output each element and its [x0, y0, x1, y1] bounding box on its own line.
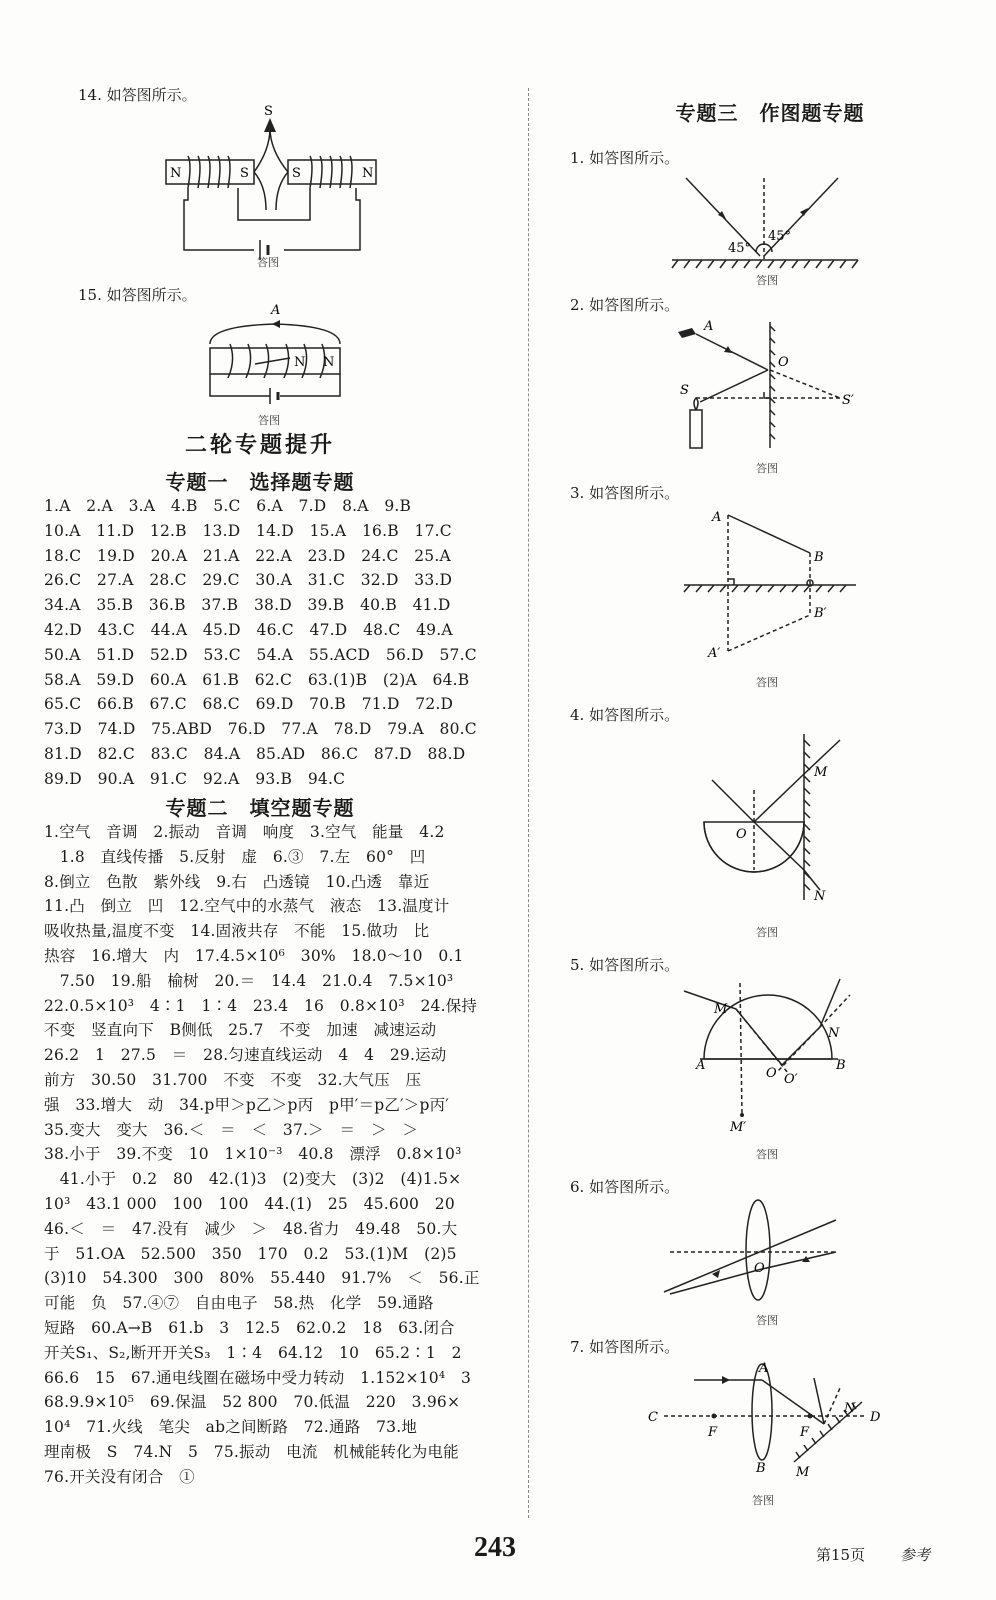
topic2-line: 7.50 19.船 榆树 20.＝ 14.4 21.0.4 7.5×10³: [44, 971, 454, 990]
topic2-line: 41.小于 0.2 80 42.(1)3 (2)变大 (3)2 (4)1.5×: [44, 1170, 462, 1189]
r-item-5: 5. 如答图所示。: [570, 956, 680, 974]
fig4-caption: 答图: [756, 926, 778, 939]
topic2-line: 66.6 15 67.通电线圈在磁场中受力转动 1.152×10⁴ 3: [44, 1368, 472, 1387]
topic2-line: 8.倒立 色散 紫外线 9.右 凸透镜 10.凸透 靠近: [44, 872, 430, 891]
fig3-caption: 答图: [756, 676, 778, 689]
topic2-line: 热容 16.增大 内 17.4.5×10⁶ 30% 18.0～10 0.1: [44, 946, 464, 965]
fig5-caption: 答图: [756, 1148, 778, 1161]
fig5-N: N: [828, 1026, 840, 1041]
fig14-caption: 答图: [257, 256, 279, 269]
topic2-line: 26.2 1 27.5 ＝ 28.匀速直线运动 4 4 29.运动: [44, 1046, 447, 1065]
fig14-electromagnets: [160, 100, 390, 270]
fig7-M: M: [796, 1465, 810, 1480]
fig15-N-inner: N: [294, 355, 306, 370]
topic2-line: 76.开关没有闭合 ①: [44, 1467, 195, 1486]
r-item-2: 2. 如答图所示。: [570, 296, 680, 314]
fig15-A: A: [271, 303, 281, 318]
fig6-O: O: [754, 1261, 765, 1276]
fig5-M: M: [714, 1002, 728, 1017]
topic2-line: 10⁴ 71.火线 笔尖 ab之间断路 72.通路 73.地: [44, 1418, 418, 1437]
topic2-line: 吸收热量,温度不变 14.固液共存 不能 15.做功 比: [44, 922, 430, 941]
page-tag: 第15页: [816, 1546, 866, 1564]
topic1-line: 1.A 2.A 3.A 4.B 5.C 6.A 7.D 8.A 9.B: [44, 497, 412, 515]
topic2-line: 10³ 43.1 000 100 100 44.(1) 25 45.600 20: [44, 1194, 455, 1213]
topic1-answers: [44, 494, 477, 792]
fig7-B: B: [756, 1461, 766, 1476]
topic3-title: 专题三 作图题专题: [675, 101, 865, 125]
q14-label: 14. 如答图所示。: [78, 86, 197, 104]
fig1-caption: 答图: [756, 274, 778, 287]
topic2-line: 1.空气 音调 2.振动 音调 响度 3.空气 能量 4.2: [44, 823, 445, 841]
corner-text: 参考: [900, 1546, 931, 1564]
topic1-title: 专题一 选择题专题: [165, 470, 355, 494]
topic1-line: 81.D 82.C 83.C 84.A 85.AD 86.C 87.D 88.D: [44, 744, 466, 763]
fig7-A: A: [759, 1361, 769, 1376]
fig3-mirror-image: [680, 505, 860, 665]
topic2-line: 可能 负 57.④⑦ 自由电子 58.热 化学 59.通路: [44, 1294, 434, 1313]
fig14-N-right: N: [362, 166, 374, 181]
topic2-line: 1.8 直线传播 5.反射 虚 6.③ 7.左 60° 凹: [44, 847, 426, 866]
fig2-caption: 答图: [756, 462, 778, 475]
q15-label: 15. 如答图所示。: [78, 286, 197, 304]
topic1-line: 65.C 66.B 67.C 68.C 69.D 70.B 71.D 72.D: [44, 695, 454, 714]
topic2-line: 前方 30.50 31.700 不变 不变 32.大气压 压: [44, 1070, 422, 1089]
column-divider: [528, 88, 529, 1518]
r-item-4: 4. 如答图所示。: [570, 706, 680, 724]
topic2-line: 开关S₁、S₂,断开开关S₃ 1∶4 64.12 10 65.2∶1 2: [44, 1343, 462, 1362]
main-title: 二轮专题提升: [184, 433, 335, 458]
fig1-angle-left: 45°: [728, 241, 752, 256]
fig4-semicircle-glass: [700, 730, 840, 910]
fig7-caption: 答图: [752, 1494, 774, 1507]
fig15-solenoid: [200, 300, 360, 410]
fig5-B: B: [836, 1058, 846, 1073]
topic1-line: 58.A 59.D 60.A 61.B 62.C 63.(1)B (2)A 64.B: [44, 670, 470, 689]
fig2-A: A: [704, 319, 714, 334]
fig4-O: O: [736, 827, 747, 842]
fig3-A-prime: A′: [708, 646, 721, 661]
fig14-N-left: N: [170, 166, 182, 181]
topic2-line: 46.＜ ＝ 47.没有 减少 ＞ 48.省力 49.48 50.大: [44, 1219, 458, 1238]
fig7-C: C: [648, 1410, 658, 1425]
topic2-title: 专题二 填空题专题: [165, 796, 355, 820]
fig5-M-prime: M′: [730, 1120, 747, 1135]
fig7-F-right: F: [800, 1425, 810, 1440]
topic1-line: 42.D 43.C 44.A 45.D 46.C 47.D 48.C 49.A: [44, 620, 453, 639]
topic2-line: 35.变大 变大 36.＜ ＝ ＜ 37.＞ ＝ ＞ ＞: [44, 1120, 419, 1139]
fig7-D: D: [870, 1410, 881, 1425]
fig5-O-prime: O′: [784, 1072, 798, 1087]
fig1-angle-right: 45°: [768, 229, 792, 244]
fig14-S-top: S: [264, 104, 273, 119]
fig14-S-left: S: [240, 166, 249, 181]
fig2-S: S: [680, 383, 689, 398]
fig7-F-left: F: [708, 1425, 718, 1440]
fig7-N: N: [844, 1401, 856, 1416]
r-item-1: 1. 如答图所示。: [570, 149, 680, 167]
fig4-M: M: [814, 765, 828, 780]
topic1-line: 73.D 74.D 75.ABD 76.D 77.A 78.D 79.A 80.C: [44, 720, 477, 739]
fig7-lens-mirror: [644, 1358, 884, 1488]
fig5-A: A: [696, 1058, 706, 1073]
fig6-caption: 答图: [756, 1314, 778, 1327]
topic2-answers: [44, 820, 480, 1490]
topic2-line: 68.9.9×10⁵ 69.保温 52 800 70.低温 220 3.96×: [44, 1393, 461, 1412]
topic2-line: 理南极 S 74.N 5 75.振动 电流 机械能转化为电能: [44, 1442, 459, 1461]
fig15-caption: 答图: [258, 414, 280, 427]
topic2-line: 短路 60.A→B 61.b 3 12.5 62.0.2 18 63.闭合: [44, 1318, 455, 1337]
topic2-line: (3)10 54.300 300 80% 55.440 91.7% ＜ 56.正: [44, 1269, 480, 1288]
r-item-3: 3. 如答图所示。: [570, 484, 680, 502]
topic1-line: 26.C 27.A 28.C 29.C 30.A 31.C 32.D 33.D: [44, 571, 453, 590]
topic1-line: 18.C 19.D 20.A 21.A 22.A 23.D 24.C 25.A: [44, 546, 451, 565]
topic2-line: 11.凸 倒立 凹 12.空气中的水蒸气 液态 13.温度计: [44, 897, 450, 916]
fig14-S-right: S: [292, 166, 301, 181]
fig4-N: N: [814, 889, 826, 904]
fig15-N-outer: N: [323, 355, 335, 370]
topic2-line: 于 51.OA 52.500 350 170 0.2 53.(1)M (2)5: [44, 1244, 457, 1263]
fig6-convex-lens: [660, 1198, 840, 1308]
topic1-line: 89.D 90.A 91.C 92.A 93.B 94.C: [44, 769, 346, 788]
fig5-refraction: [680, 975, 870, 1135]
fig2-plane-mirror: [670, 318, 870, 458]
fig2-O: O: [778, 355, 789, 370]
r-item-7: 7. 如答图所示。: [570, 1338, 680, 1356]
topic2-line: 22.0.5×10³ 4∶1 1∶4 23.4 16 0.8×10³ 24.保持: [44, 996, 478, 1015]
fig5-O: O: [766, 1066, 777, 1081]
page-number: 243: [474, 1532, 516, 1563]
r-item-6: 6. 如答图所示。: [570, 1178, 680, 1196]
topic1-line: 34.A 35.B 36.B 37.B 38.D 39.B 40.B 41.D: [44, 596, 451, 615]
topic2-line: 不变 竖直向下 B侧低 25.7 不变 加速 减速运动: [44, 1021, 437, 1040]
fig2-S-prime: S′: [842, 393, 854, 408]
topic1-line: 10.A 11.D 12.B 13.D 14.D 15.A 16.B 17.C: [44, 521, 452, 540]
topic2-line: 38.小于 39.不变 10 1×10⁻³ 40.8 漂浮 0.8×10³: [44, 1145, 462, 1164]
fig3-B: B: [814, 550, 824, 565]
topic1-line: 50.A 51.D 52.D 53.C 54.A 55.ACD 56.D 57.C: [44, 645, 477, 664]
fig3-B-prime: B′: [814, 606, 827, 621]
fig1-reflection: [668, 170, 868, 280]
fig3-A: A: [712, 510, 722, 525]
topic2-line: 强 33.增大 动 34.p甲＞p乙＞p丙 p甲′＝p乙′＞p丙′: [44, 1095, 449, 1114]
